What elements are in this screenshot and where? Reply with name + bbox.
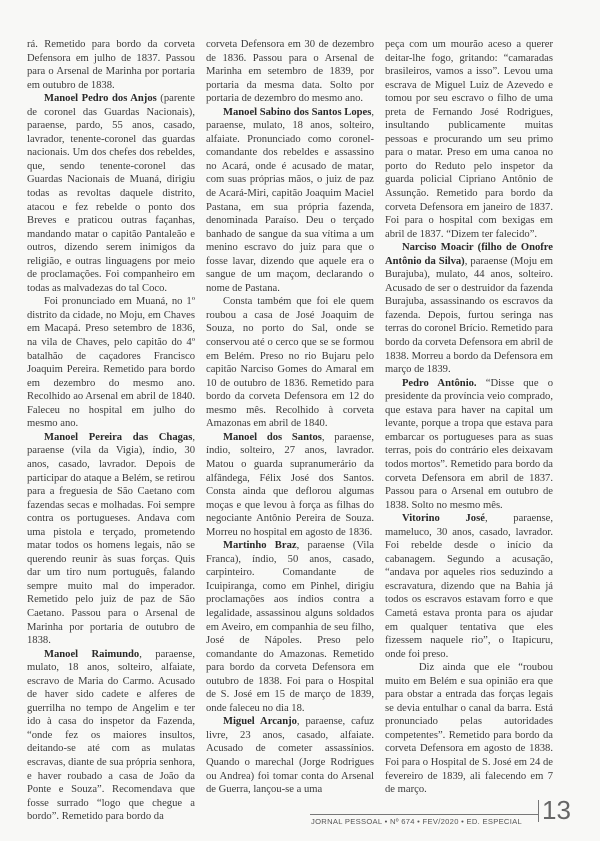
paragraph-text: corveta Defensora em 30 de dezembro de 1836. Passou para o Arsenal de Marinha em setembro de 1839, por portaria da mesma data. Solto por portaria de dezembro do mesmo ano. bbox=[206, 39, 374, 105]
paragraph bbox=[385, 512, 553, 661]
paragraph-text: Foi pronunciado em Muaná, no 1º distrito da cidade, no Moju, em Chaves em Macapá. Preso setembro de 1836, na vila de Chaves, pelo capitão do 4º batalhão de caçadores Francisco Joaquim Pereira. Remetido para bordo em dezembro do mesmo ano. Recolhido ao Arsenal em abril de 1840. Faleceu no hospital em julho do mesmo ano. bbox=[27, 296, 195, 430]
paragraph bbox=[385, 38, 553, 241]
entry-name: Manoel dos Santos bbox=[222, 431, 322, 443]
paragraph-text: , paraense, mameluco, 30 anos, casado, lavrador. Foi rebelde desde o início da cabanagem. Segundo a acusação, “andava por aqueles rios seduzindo a escravatura, dizendo que na Bahia já todos os escravos estavam forro e que Cametá estava pronta para os ajudar em qualquer tentativa que eles fizessem naquele rio”, o Itapicuru, onde foi preso. bbox=[385, 513, 553, 660]
paragraph-text: , paraense, cafuz livre, 23 anos, casado, alfaiate. Acusado de cometer assassínios. Quando o marechal (Jorge Rodrigues ou Andrea) foi tomar conta do Arsenal de Guerra, lançou-se a uma bbox=[206, 716, 374, 796]
paragraph bbox=[27, 648, 195, 824]
entry-name: Manoel Pereira das Chagas bbox=[43, 431, 193, 443]
footer-publication: JORNAL PESSOAL • Nº 674 • FEV/2020 • ED. ESPECIAL bbox=[311, 817, 523, 826]
paragraph bbox=[206, 539, 374, 715]
paragraph bbox=[206, 106, 374, 296]
paragraph-text: , paraense (Moju em Burajuba), mulato, 44 anos, solteiro. Acusado de ser o destruidor da fazenda Burajuba, assassinando os escravos da fazenda. Depois, furtou seringa nas terras do coronel Brício. Remetido para bordo da corveta Defensora em abril de 1838. Morreu a bordo da Defensora em março de 1839. bbox=[385, 255, 553, 376]
entry-name: Martinho Braz bbox=[222, 540, 297, 552]
entry-name: Pedro Antônio. bbox=[401, 377, 477, 389]
entry-name: Manoel Pedro dos Anjos bbox=[43, 93, 157, 105]
paragraph bbox=[27, 92, 195, 295]
paragraph-text: , paraense, mulato, 18 anos, solteiro, alfaiate. Pronunciado como coronel-comandante dos rebeldes e assassino no Acará, onde é acusado de matar, com suas próprias mãos, o juiz de paz de Acará-Miri, capitão Joaquim Maciel Pastana, em sua própria fazenda, denominada Paraíso. Deu o terçado banhado de sangue da sua vítima a um menino escravo do juiz para que o fosse lavar, dizendo que aquele era o sangue de um maçom, declarando o nome de Pastana. bbox=[206, 106, 374, 294]
entry-name: Vitorino José bbox=[401, 513, 485, 525]
page-number-divider bbox=[538, 800, 539, 822]
entry-name: Manoel Raimundo bbox=[43, 648, 140, 660]
paragraph bbox=[206, 295, 374, 430]
paragraph-text: “Disse que o presidente da província veio comprado, que estava para haver na capital um levante, porque a tropa que estava para embarcar os portugueses para as suas terras, pois do contrário eles deixavam todos mortos”. Remetido para bordo da corveta Defensora em abril de 1837. Passou para o Arsenal em outubro de 1838. Solto no mesmo mês. bbox=[385, 377, 554, 511]
page-number: 13 bbox=[542, 795, 571, 825]
paragraph-text: , paraense (vila da Vigia), índio, 30 anos, casado, lavrador. Depois de participar do ataque a Belém, se retirou para a freguesia de São Caetano com fazendas secas e molhadas. Foi sempre contra os portugueses. Andava com uma pistola e terçado, prometendo matar todos os homens legais, não se querendo reunir às suas forças. Quis dar um tiro num português, falando sempre muito mal do imperador. Remetido pelo juiz de paz de São Caetano. Passou para o Arsenal de Marinha por portaria de outubro de 1838. bbox=[27, 431, 195, 647]
paragraph-text: peça com um mourão aceso a querer deitar-lhe fogo, gritando: “camaradas brasileiros, vamos a isso”. Levou uma escrava de Miguel Luiz de Azevedo e tomou por seu escravo o filho de uma preta de Fernando José Rodrigues, insultando publicamente muitas pessoas e procurando um seu primo para o matar. Preso em uma canoa no porto do Reduto pelo inspetor da guarda policial Cipriano Antônio de Assunção. Remetido para bordo da corveta Defensora em janeiro de 1837. Foi para o hospital com bexigas em abril de 1837. “Dizem ter falecido”. bbox=[385, 39, 553, 240]
paragraph bbox=[206, 431, 374, 539]
paragraph bbox=[385, 241, 553, 376]
paragraph bbox=[206, 38, 374, 106]
paragraph bbox=[385, 661, 553, 796]
paragraph-text: , paraense (Vila Franca), índio, 50 anos, casado, carpinteiro. Comandante de Icuipiranga, como em Pinhel, dirigiu proclamações aos índios contra a legalidade, assassinou alguns soldados em Aveiro, em companhia de seu filho, José de Nápoles. Preso pelo comandante do Amazonas. Remetido para bordo da corveta Defensora em outubro de 1838. Foi para o Hospital de S. José em 15 de março de 1839, onde faleceu no dia 18. bbox=[206, 540, 374, 714]
entry-name: Miguel Arcanjo bbox=[222, 716, 297, 728]
entry-name: Narciso Moacir (filho de Onofre Antônio da Silva) bbox=[385, 242, 553, 267]
text-column-2 bbox=[206, 38, 374, 797]
text-column-3 bbox=[385, 38, 553, 797]
paragraph bbox=[385, 377, 553, 512]
entry-name: Manoel Sabino dos Santos Lopes bbox=[222, 106, 372, 118]
paragraph-text: , paraense, mulato, 18 anos, solteiro, alfaiate, escravo de Maria do Carmo. Acusado de haver sido cadete e alferes de guerrilha no tempo de Angelim e ter ido à casa do inspetor da Fazenda, “onde fez os maiores insultos, deitando-se até com as mulatas escravas, diante de sua própria senhora, e haver roubado a casa de João da Ponte e Souza”. Recomendava que fosse surrado “logo que chegue a bordo”. Remetido para bordo da bbox=[27, 648, 196, 823]
paragraph bbox=[27, 431, 195, 648]
paragraph bbox=[27, 295, 195, 430]
paragraph-text: Diz ainda que ele “roubou muito em Belém e sua opinião era que para obstar a entrada das forças legais se devia entulhar o canal da barra. Está pronunciado pelas autoridades competentes”. Remetido para bordo da corveta Defensora em agosto de 1838. Foi para o Hospital de S. José em 24 de fevereiro de 1839, ali falecendo em 7 de março. bbox=[385, 662, 553, 796]
paragraph-text: Consta também que foi ele quem roubou a casa de José Joaquim de Souza, no porto do Sal, onde se conservou até o cerco que se se formou em Belém. Preso no rio Bujaru pelo capitão Narciso Gomes do Amaral em 10 de outubro de 1836. Remetido para bordo da corveta Defensora em 12 do mesmo mês. Recolhido à corveta Amazonas em abril de 1840. bbox=[206, 296, 374, 430]
paragraph-text: rá. Remetido para bordo da corveta Defensora em julho de 1837. Passou para o Arsenal de Marinha por portaria em outubro de 1838. bbox=[27, 39, 195, 91]
text-column-1 bbox=[27, 38, 195, 824]
paragraph-text: (parente de coronel das Guardas Nacionais), paraense, pardo, 55 anos, casado, lavrador, tenente-coronel das guardas nacionais. Um dos chefes dos rebeldes, que, sendo tenente-coronel das Guardas Nacionais de Muaná, dirigiu todas as revoltas daquele distrito, atacou e fez rebelde o ponto dos Breves e praticou outras façanhas, mandando matar o capitão Pantaleão e outros, dizendo serem inimigos da religião, e outras linguagens por meio de proclamações. Foi companheiro em todas as malvadezas do tal Coco. bbox=[27, 93, 195, 294]
footer-divider bbox=[310, 814, 538, 815]
paragraph bbox=[206, 715, 374, 796]
paragraph-text: , paraense, índio, solteiro, 27 anos, lavrador. Matou o guarda supranumerário da alfândega, Félix José dos Santos. Consta ainda que deflorou algumas moças e que levou à força as filhas do negociante Antônio Pereira de Souza. Morreu no hospital em agosto de 1836. bbox=[206, 431, 374, 538]
paragraph bbox=[27, 38, 195, 92]
